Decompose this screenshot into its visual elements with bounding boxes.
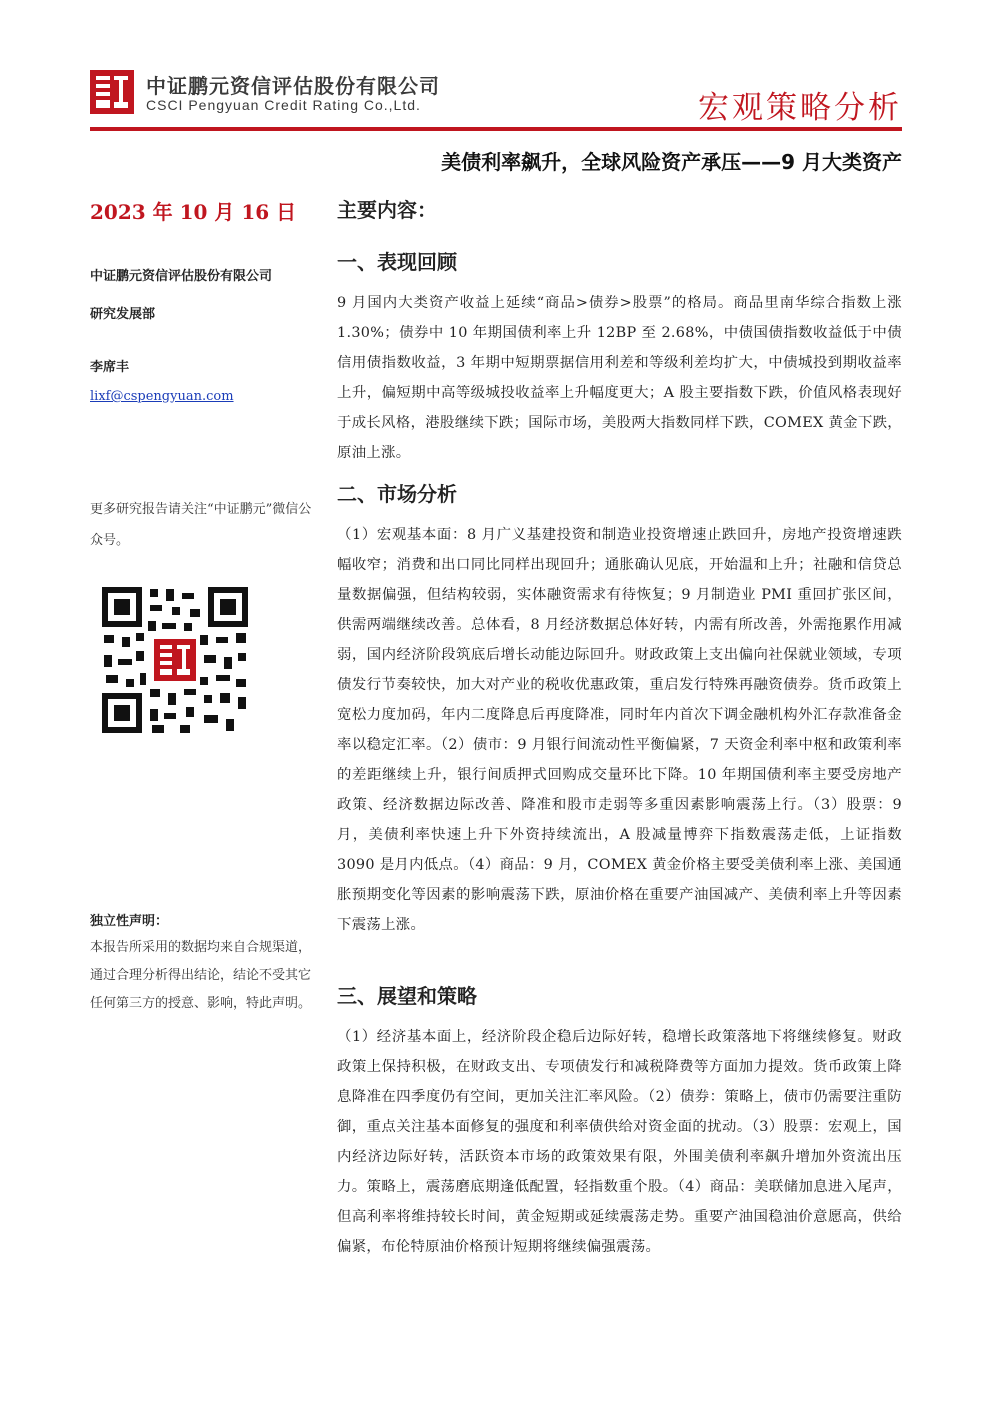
- report-type-label: 宏观策略分析: [698, 90, 902, 126]
- wechat-note: 更多研究报告请关注“中证鹏元”微信公众号。: [90, 502, 312, 548]
- section-body-outlook: （1）经济基本面上，经济阶段企稳后边际好转，稳增长政策落地下将继续修复。财政政策上保持积极，在财政支出、专项债发行和减税降费等方面加力提效。货币政策上降息降准在四季度仍有空间，更加关注汇率风险。（2）债券：策略上，债市仍需要注重防御，重点关注基本面修复的强度和利率债供给对资金面的扰动。（3）股票：宏观上，国内经济边际好转，活跃资本市场的政策效果有限，外围美债利率飙升增加外资流出压力。策略上，震荡磨底期逢低配置，轻指数重个股。（4）商品：美联储加息进入尾声，但高利率将维持较长时间，黄金短期或延续震荡走势。重要产油国稳油价意愿高，供给偏紧，布伦特原油价格预计短期将继续偏强震荡。: [337, 1029, 902, 1255]
- sidebar-org: 中证鹏元资信评估股份有限公司: [90, 269, 273, 284]
- section-title-analysis: 二、市场分析: [337, 482, 457, 506]
- disclaimer-title: 独立性声明：: [90, 914, 169, 929]
- section-title-review: 一、表现回顾: [337, 250, 457, 274]
- company-name-en: CSCI Pengyuan Credit Rating Co.,Ltd.: [146, 97, 421, 113]
- sidebar-dept: 研究发展部: [90, 307, 156, 322]
- author-name: 李席丰: [90, 360, 130, 375]
- company-name-cn: 中证鹏元资信评估股份有限公司: [146, 74, 440, 98]
- wechat-qr-code-icon: [100, 585, 250, 735]
- section-title-outlook: 三、展望和策略: [337, 984, 477, 1008]
- report-title: 美债利率飙升，全球风险资产承压——9 月大类资产: [441, 150, 902, 174]
- pengyuan-logo-icon: [90, 70, 134, 114]
- disclaimer-text: 本报告所采用的数据均来自合规渠道，通过合理分析得出结论，结论不受其它任何第三方的授意、影响，特此声明。: [90, 940, 312, 1011]
- main-heading: 主要内容：: [337, 198, 437, 222]
- section-body-analysis: （1）宏观基本面：8 月广义基建投资和制造业投资增速止跌回升，房地产投资增速跌幅收窄；消费和出口同比同样出现回升；通胀确认见底，开始温和上升；社融和信贷总量数据偏强，但结构较弱，实体融资需求有待恢复；9 月制造业 PMI 重回扩张区间，供需两端继续改善。总体看，8 月经济数据总体好转，内需有所改善，外需拖累作用减弱，国内经济阶段筑底后增长动能边际回升。财政政策上支出偏向社保就业领域，专项债发行节奏较快，加大对产业的税收优惠政策，重启发行特殊再融资债券。货币政策上宽松力度加码，年内二度降息后再度降准，同时年内首次下调金融机构外汇存款准备金率以稳定汇率。（2）债市：9 月银行间流动性平衡偏紧，7 天资金利率中枢和政策利率的差距继续上升，银行间质押式回购成交量环比下降。10 年期国债利率主要受房地产政策、经济数据边际改善、降准和股市走弱等多重因素影响震荡上行。（3）股票：9 月，美债利率快速上升下外资持续流出，A 股减量博弈下指数震荡走低，上证指数 3090 是月内低点。（4）商品：9 月，COMEX 黄金价格主要受美债利率上涨、美国通胀预期变化等因素的影响震荡下跌，原油价格在重要产油国减产、美债利率上升等因素下震荡上涨。: [337, 527, 902, 933]
- header-divider: [90, 127, 902, 131]
- author-email-link[interactable]: lixf@cspengyuan.com: [90, 389, 234, 404]
- report-date: 2023 年 10 月 16 日: [90, 200, 297, 224]
- section-body-review: 9 月国内大类资产收益上延续“商品>债券>股票”的格局。商品里南华综合指数上涨 1.30%；债券中 10 年期国债利率上升 12BP 至 2.68%，中债国债指数收益低于中债信用债指数收益，3 年期中短期票据信用利差和等级利差均扩大，中债城投到期收益率上升，偏短期中高等级城投收益率上升幅度更大；A 股主要指数下跌，价值风格表现好于成长风格，港股继续下跌；国际市场，美股两大指数同样下跌，COMEX 黄金下跌，原油上涨。: [337, 295, 902, 461]
